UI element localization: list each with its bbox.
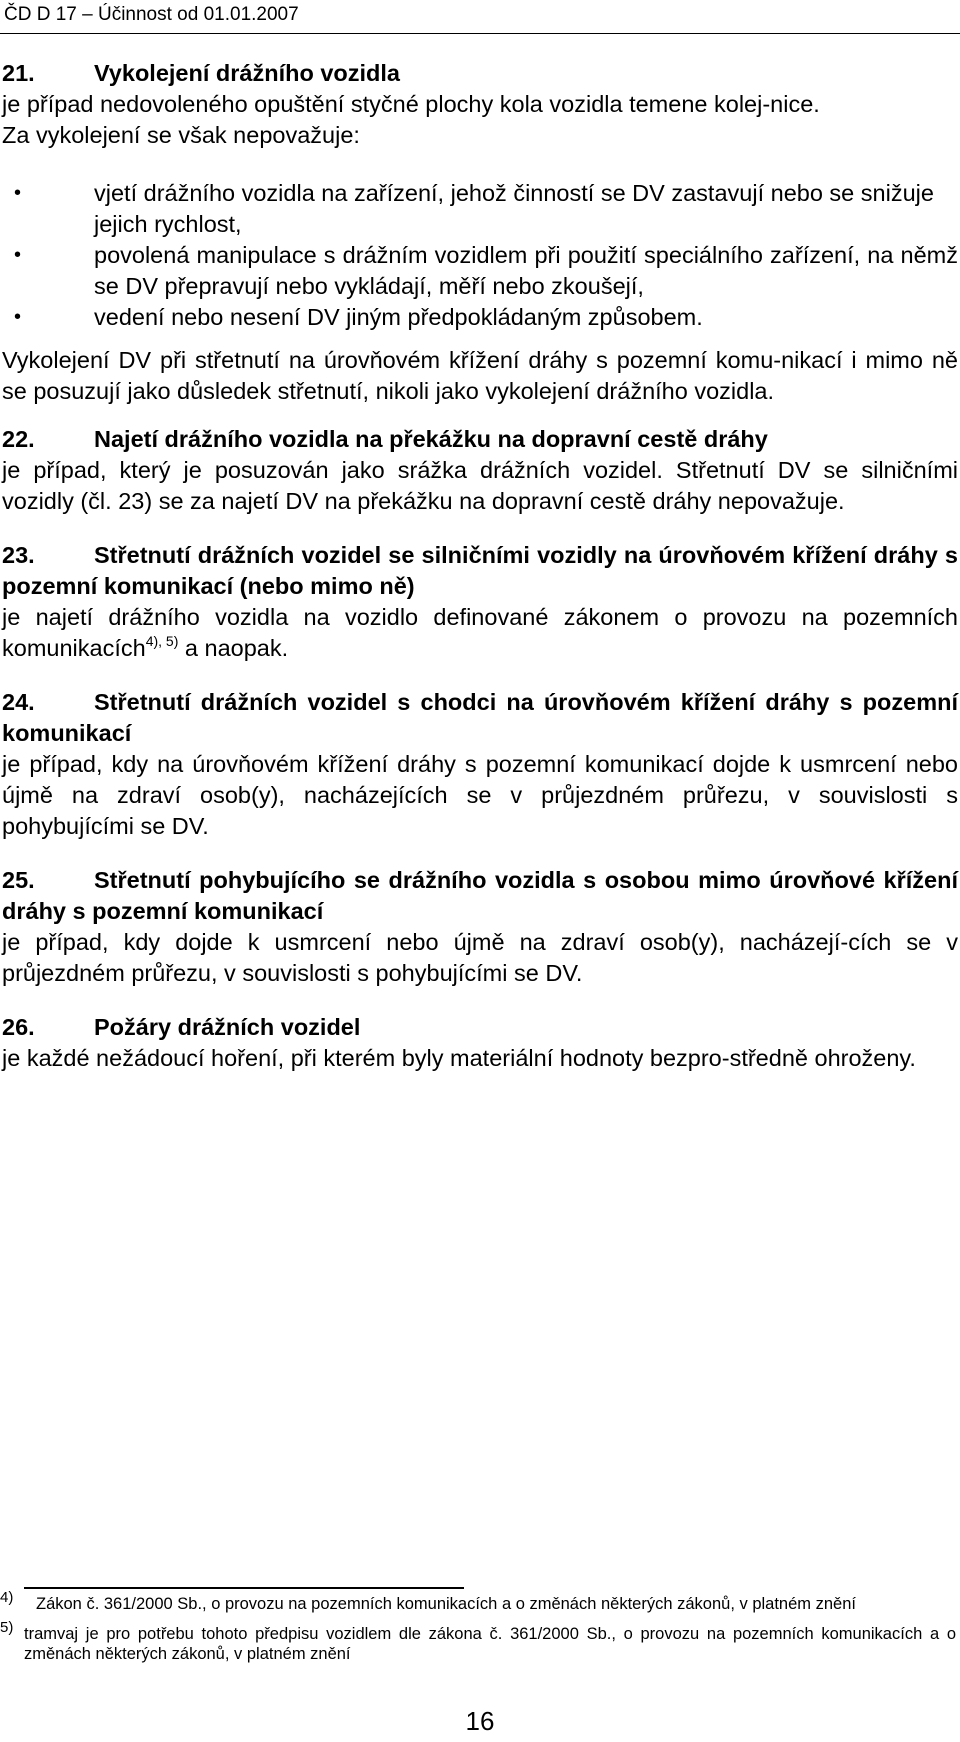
section-heading xyxy=(2,58,958,89)
section-heading xyxy=(2,1012,958,1043)
section-title: Střetnutí drážních vozidel se silničními vozidly na úrovňovém křížení dráhy s pozemní komunikací (nebo mimo ně) xyxy=(2,542,958,599)
section-title: Střetnutí drážních vozidel s chodci na úrovňovém křížení dráhy s pozemní komunikací xyxy=(2,689,958,746)
section-lead: Za vykolejení se však nepovažuje: xyxy=(2,122,360,148)
running-head: ČD D 17 – Účinnost od 01.01.2007 xyxy=(4,4,299,25)
bullet-icon: • xyxy=(14,306,22,328)
section-23 xyxy=(2,540,958,664)
header-rule xyxy=(0,33,960,34)
footnotes xyxy=(0,1589,956,1674)
section-number: 23. xyxy=(2,542,35,568)
section-body: je případ nedovoleného opuštění styčné plochy kola vozidla temene kolej-nice. xyxy=(2,91,820,117)
section-title: Požáry drážních vozidel xyxy=(94,1014,361,1040)
section-body: je případ, kdy dojde k usmrcení nebo újmě na zdraví osob(y), nacházejí-cích se v průjezdném průřezu, v souvislosti s pohybujícími se DV. xyxy=(2,929,958,986)
section-22 xyxy=(2,424,958,517)
section-body: je najetí drážního vozidla na vozidlo definované zákonem o provozu na pozemních komunikacích$^{4), 5)}$ a naopak. xyxy=(2,604,958,661)
section-title: Najetí drážního vozidla na překážku na dopravní cestě dráhy xyxy=(94,426,768,452)
section-body: je případ, který je posuzován jako srážka drážních vozidel. Střetnutí DV se silničními vozidly (čl. 23) se za najetí DV na překážku na dopravní cestě dráhy nepovažuje. xyxy=(2,457,958,514)
section-body: je každé nežádoucí hoření, při kterém byly materiální hodnoty bezpro-středně ohroženy. xyxy=(2,1045,916,1071)
list-item: • vjetí drážního vozidla na zařízení, jehož činností se DV zastavují nebo se snižuje jejich rychlost, xyxy=(14,180,934,237)
section-25 xyxy=(2,865,958,989)
section-number: 21. xyxy=(2,60,35,86)
section-21 xyxy=(2,58,958,407)
bullet-icon: • xyxy=(14,182,22,204)
section-title: Vykolejení drážního vozidla xyxy=(94,60,401,86)
section-heading xyxy=(2,865,958,927)
section-heading xyxy=(2,687,958,749)
section-heading xyxy=(2,540,958,602)
list-item: • vedení nebo nesení DV jiným předpokládaným způsobem. xyxy=(2,302,958,333)
exclusions-list xyxy=(2,178,958,333)
section-title: Střetnutí pohybujícího se drážního vozidla s osobou mimo úrovňové křížení dráhy s pozemní komunikací xyxy=(2,867,958,924)
footnote-separator xyxy=(24,1587,464,1589)
section-number: 22. xyxy=(2,426,35,452)
section-heading xyxy=(2,424,958,455)
section-26 xyxy=(2,1012,958,1074)
section-number: 25. xyxy=(2,867,35,893)
section-note: Vykolejení DV při střetnutí na úrovňovém křížení dráhy s pozemní komu-nikací i mimo ně se posuzují jako důsledek střetnutí, nikoli jako vykolejení drážního vozidla. xyxy=(2,347,958,404)
footnote-mark: 5) xyxy=(0,1619,14,1636)
bullet-icon: • xyxy=(14,244,22,266)
section-number: 24. xyxy=(2,689,35,715)
footnote-text: Zákon č. 361/2000 Sb., o provozu na pozemních komunikacích a o změnách některých zákonů, v platném znění xyxy=(36,1595,856,1613)
document-body xyxy=(2,58,958,1097)
footnote-5 xyxy=(0,1619,956,1664)
section-24 xyxy=(2,687,958,842)
section-body: je případ, kdy na úrovňovém křížení dráhy s pozemní komunikací dojde k usmrcení nebo újmě na zdraví osob(y), nacházejících se v průjezdném průřezu, v souvislosti s pohybujícími se DV. xyxy=(2,751,958,839)
footnote-text: tramvaj je pro potřebu tohoto předpisu vozidlem dle zákona č. 361/2000 Sb., o provozu na pozemních komunikacích a o změnách některých zákonů, v platném znění xyxy=(24,1625,956,1663)
footnote-reference: 4), 5) xyxy=(145,633,179,649)
footnote-mark: 4) xyxy=(0,1589,14,1606)
section-number: 26. xyxy=(2,1014,35,1040)
footnote-4 xyxy=(0,1589,956,1614)
page-number: 16 xyxy=(465,1706,495,1736)
list-item: • povolená manipulace s drážním vozidlem při použití speciálního zařízení, na němž se DV přepravují nebo vykládají, měří nebo zkoušejí, xyxy=(14,242,958,299)
